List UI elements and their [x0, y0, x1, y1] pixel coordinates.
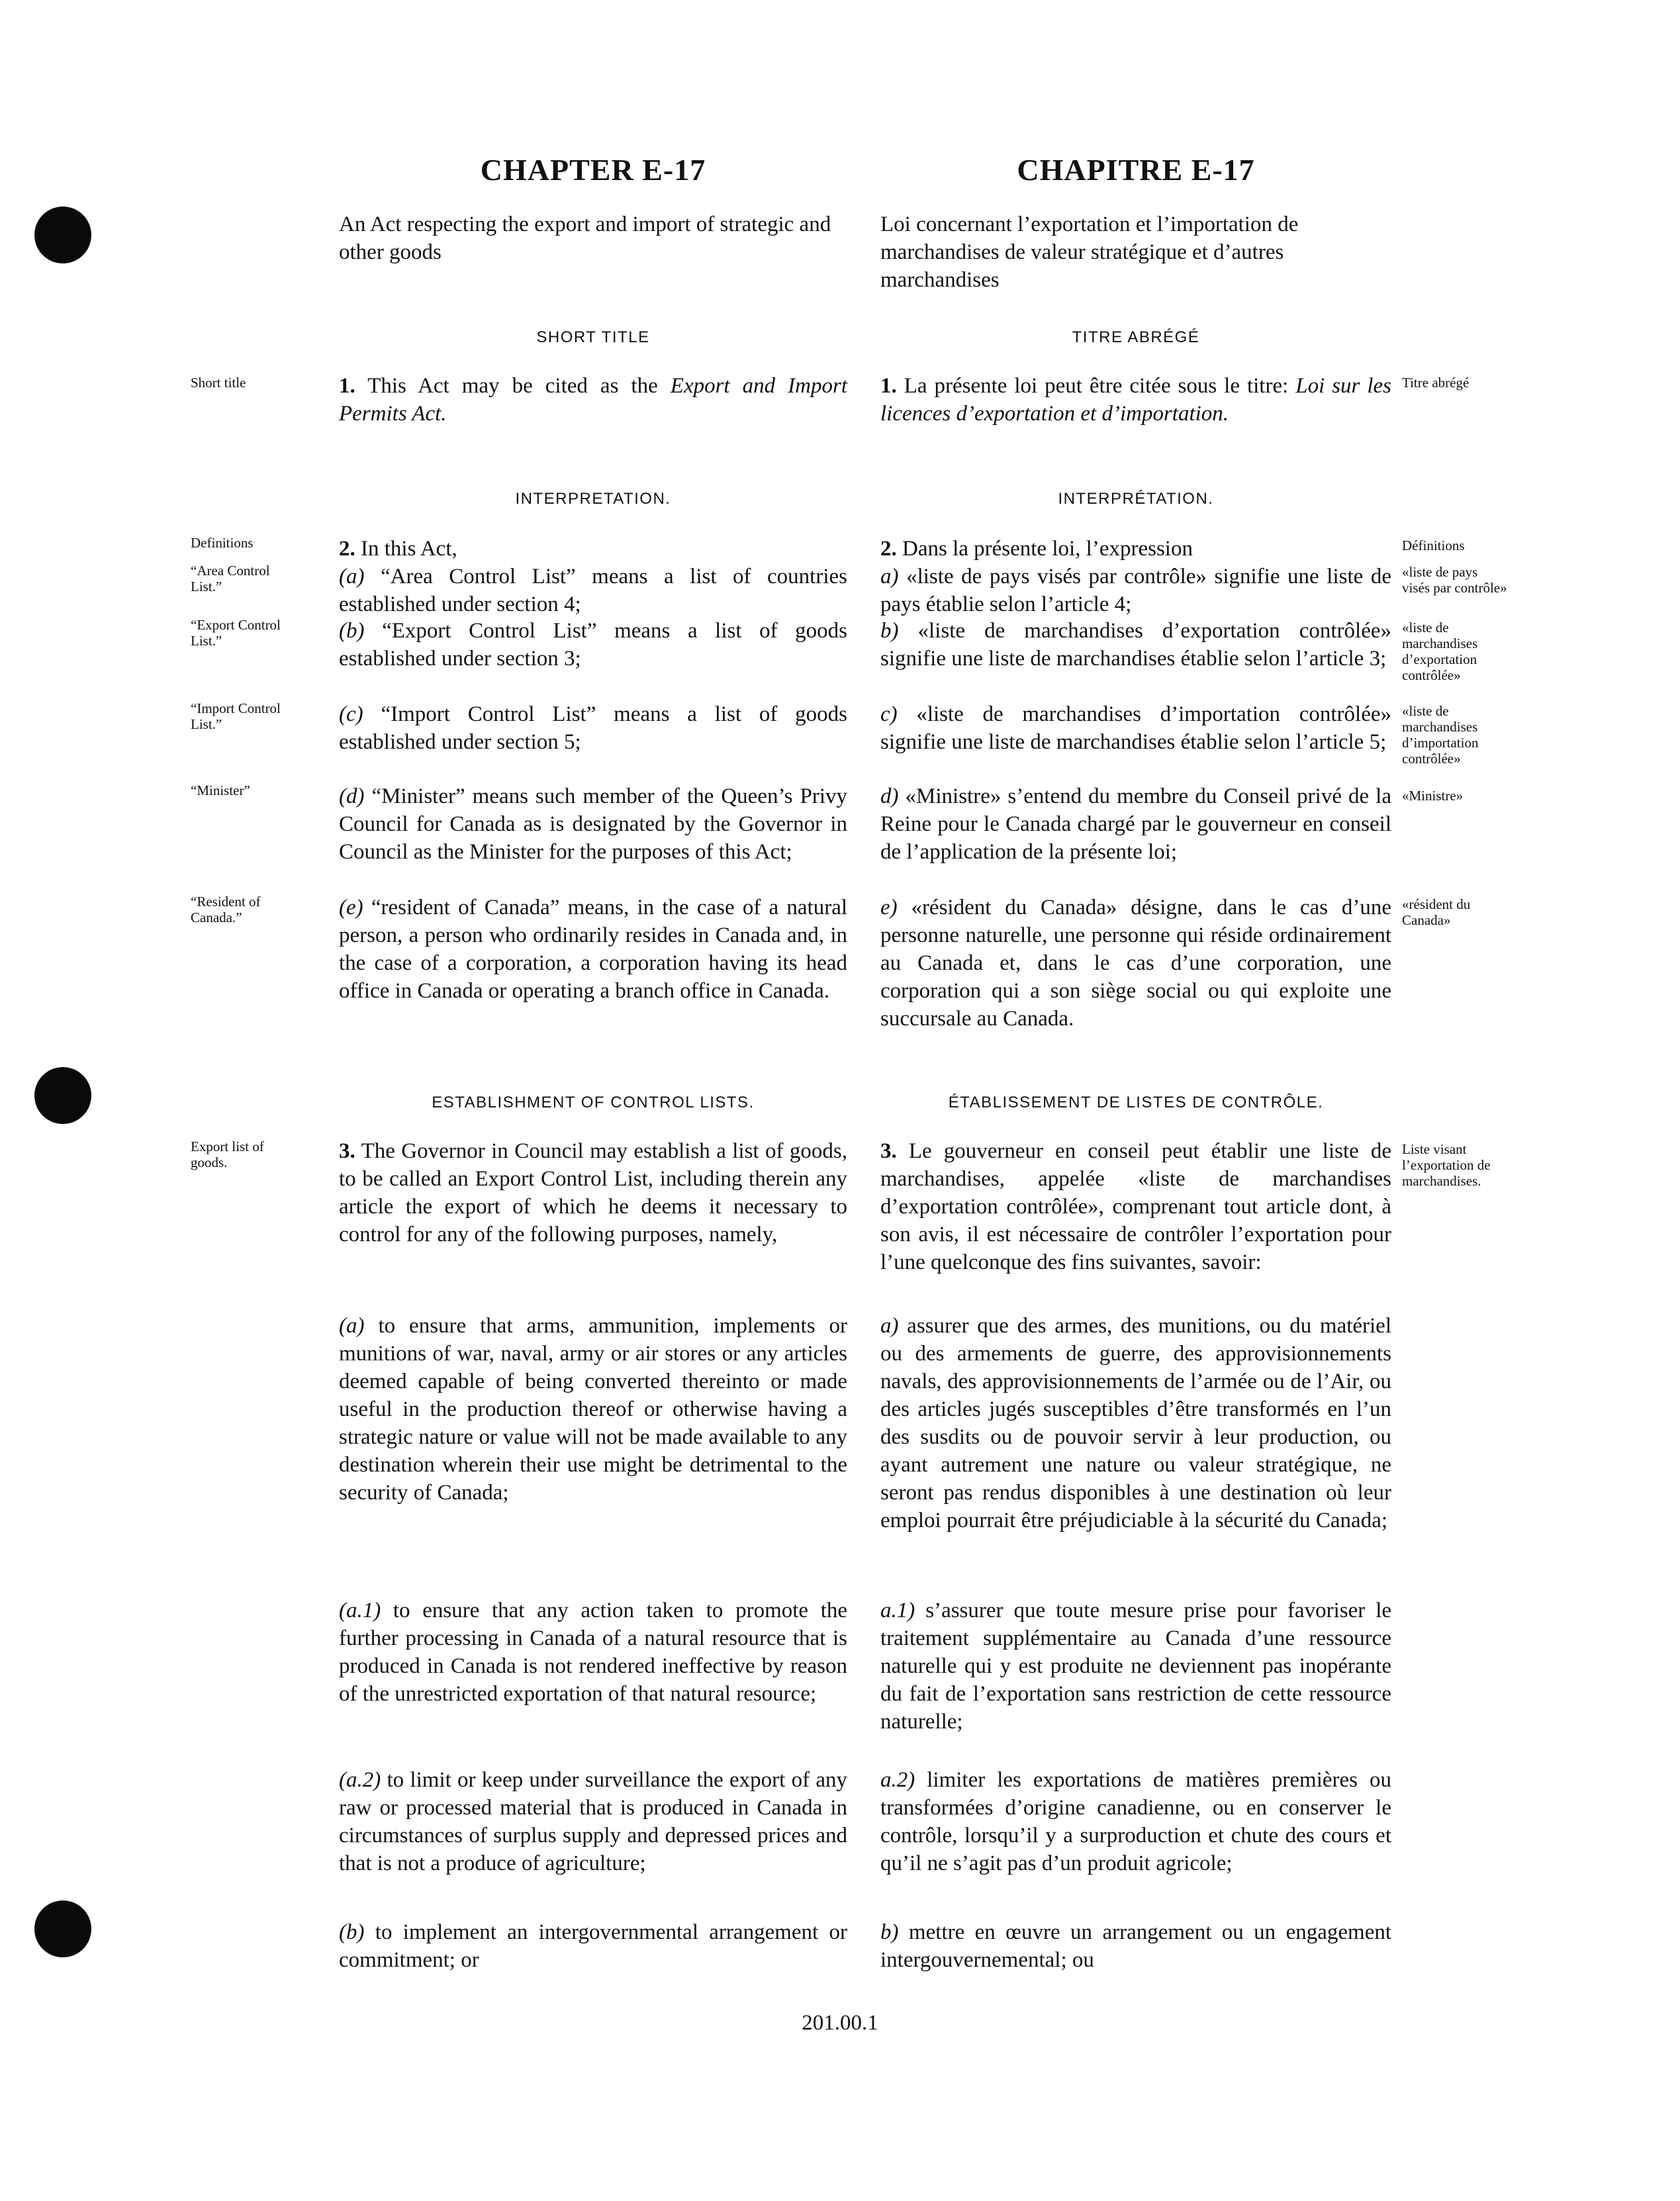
heading-interpretation-en: INTERPRETATION.: [515, 490, 671, 508]
paragraph-3a2-en: (a.2) to limit or keep under surveillance the export of any raw or processed material that is produced in Canada in circumstances of surplus supply and depressed prices and that is not a produce of agriculture;: [339, 1768, 847, 1875]
margin-note-area-control-fr: «liste de pays visés par contrôle»: [1402, 564, 1507, 596]
definition-b-fr: b) «liste de marchandises d’exportation contrôlée» signifie une liste de marchandises établie selon l’article 3;: [880, 619, 1391, 671]
margin-note-export-control-en: “Export Control List.”: [191, 617, 281, 649]
long-title-fr: Loi concernant l’exportation et l’importation de marchandises de valeur stratégique et d’autres marchandises: [880, 212, 1299, 292]
definition-c-fr: c) «liste de marchandises d’importation contrôlée» signifie une liste de marchandises établie selon l’article 5;: [880, 702, 1392, 754]
section-2-intro-fr: 2. Dans la présente loi, l’expression: [880, 537, 1193, 561]
section-3-intro-en: 3. The Governor in Council may establish a list of goods, to be called an Export Control List, including therein any article the export of which he deems it necessary to control for any of the following purposes, namely,: [339, 1139, 847, 1246]
heading-interpretation-fr: INTERPRÉTATION.: [1058, 490, 1214, 508]
definition-e-en: (e) “resident of Canada” means, in the case of a natural person, a person who ordinarily resides in Canada and, in the case of a corporation, a corporation having its head office in Canada or operating a branch office in Canada.: [339, 896, 848, 1003]
section-1-fr: 1. La présente loi peut être citée sous le titre: Loi sur les licences d’exportation et d’importation.: [880, 374, 1391, 426]
definition-a-fr: a) «liste de pays visés par contrôle» signifie une liste de pays établie selon l’article 4;: [880, 565, 1391, 616]
margin-note-minister-fr: «Ministre»: [1402, 788, 1464, 804]
chapter-title-en: CHAPTER E-17: [480, 153, 706, 187]
section-3-intro-fr: 3. Le gouverneur en conseil peut établir une liste de marchandises, appelée «liste de marchandises d’exportation contrôlée», comprenant tout article dont, à son avis, il est nécessaire de contrôler l’exportation pour l’une quelconque des fins suivantes, savoir:: [880, 1139, 1392, 1274]
definition-e-fr: e) «résident du Canada» désigne, dans le cas d’une personne naturelle, une personne qui réside ordinairement au Canada et, dans le cas d’une corporation, une corporation qui a son siège social ou qui exploite une succursale au Canada.: [880, 896, 1392, 1031]
heading-short-title-fr: TITRE ABRÉGÉ: [1072, 328, 1200, 346]
definition-c-en: (c) “Import Control List” means a list of goods established under section 5;: [339, 702, 847, 754]
paragraph-3b-en: (b) to implement an intergovernmental arrangement or commitment; or: [339, 1920, 847, 1972]
definition-b-en: (b) “Export Control List” means a list of goods established under section 3;: [339, 619, 847, 671]
paragraph-3a2-fr: a.2) limiter les exportations de matières premières ou transformées d’origine canadienne, ou en conserver le contrôle, lorsqu’il y a surproduction et chute des cours et qu’il ne s’agit pas d’un produit agricole;: [880, 1768, 1392, 1875]
margin-note-export-list-fr: Liste visant l’exportation de marchandises.: [1402, 1141, 1491, 1189]
paragraph-3a-fr: a) assurer que des armes, des munitions, ou du matériel ou des armements de guerre, des approvisionnements navals, des approvisionnements de l’armée ou de l’Air, ou des articles jugés susceptibles d’être transformés en l’un des susdits ou de pouvoir servir à leur production, ou ayant autrement une nature ou valeur stratégique, ne seront pas rendus disponibles à une destination où leur emploi pourrait être préjudiciable à la sécurité du Canada;: [880, 1314, 1392, 1532]
definition-d-fr: d) «Ministre» s’entend du membre du Conseil privé de la Reine pour le Canada chargé par le gouverneur en conseil de l’application de la présente loi;: [880, 784, 1391, 864]
margin-note-minister-en: “Minister”: [191, 782, 250, 798]
paragraph-3b-fr: b) mettre en œuvre un arrangement ou un engagement intergouvernemental; ou: [880, 1920, 1392, 1972]
paragraph-3a-en: (a) to ensure that arms, ammunition, implements or munitions of war, naval, army or air stores or any articles deemed capable of being converted thereinto or made useful in the production thereof or otherwise having a strategic nature or value will not be made available to any destination wherein their use might be detrimental to the security of Canada;: [339, 1314, 847, 1505]
paragraph-3a1-fr: a.1) s’assurer que toute mesure prise pour favoriser le traitement supplémentaire au Canada d’une ressource naturelle qui y est produite ne deviennent pas inopérante du fait de l’exportation sans restriction de cette ressource naturelle;: [880, 1599, 1392, 1734]
margin-note-definitions-en: Definitions: [191, 535, 254, 551]
definition-d-en: (d) “Minister” means such member of the Queen’s Privy Council for Canada as is designated by the Governor in Council as the Minister for the purposes of this Act;: [339, 784, 847, 864]
margin-note-export-control-fr: «liste de marchandises d’exportation contrôlée»: [1402, 620, 1478, 683]
long-title-en: An Act respecting the export and import of strategic and other goods: [339, 212, 831, 264]
section-2-intro-en: 2. In this Act,: [339, 537, 457, 561]
section-1-en: 1. This Act may be cited as the Export and Import Permits Act.: [339, 374, 847, 426]
heading-control-lists-fr: ÉTABLISSEMENT DE LISTES DE CONTRÔLE.: [948, 1094, 1324, 1111]
margin-note-import-control-fr: «liste de marchandises d’importation contrôlée»: [1402, 703, 1479, 767]
punch-hole-middle: [34, 1067, 91, 1124]
margin-note-area-control-en: “Area Control List.”: [191, 563, 270, 594]
margin-note-resident-fr: «résident du Canada»: [1402, 896, 1471, 928]
punch-hole-top: [34, 207, 91, 263]
margin-note-short-title-en: Short title: [191, 375, 246, 391]
margin-note-export-list-en: Export list of goods.: [191, 1139, 264, 1170]
margin-note-import-control-en: “Import Control List.”: [191, 700, 281, 732]
margin-note-definitions-fr: Définitions: [1402, 538, 1465, 553]
heading-short-title-en: SHORT TITLE: [536, 328, 650, 346]
heading-control-lists-en: ESTABLISHMENT OF CONTROL LISTS.: [432, 1094, 755, 1111]
page-number: 201.00.1: [802, 2011, 878, 2035]
margin-note-short-title-fr: Titre abrégé: [1402, 375, 1470, 391]
punch-hole-bottom: [34, 1900, 91, 1957]
chapter-title-fr: CHAPITRE E-17: [1017, 153, 1255, 187]
paragraph-3a1-en: (a.1) to ensure that any action taken to promote the further processing in Canada of a natural resource that is produced in Canada is not rendered ineffective by reason of the unrestricted exportation of that natural resource;: [339, 1599, 848, 1706]
margin-note-resident-en: “Resident of Canada.”: [191, 894, 261, 925]
definition-a-en: (a) “Area Control List” means a list of countries established under section 4;: [339, 565, 847, 616]
